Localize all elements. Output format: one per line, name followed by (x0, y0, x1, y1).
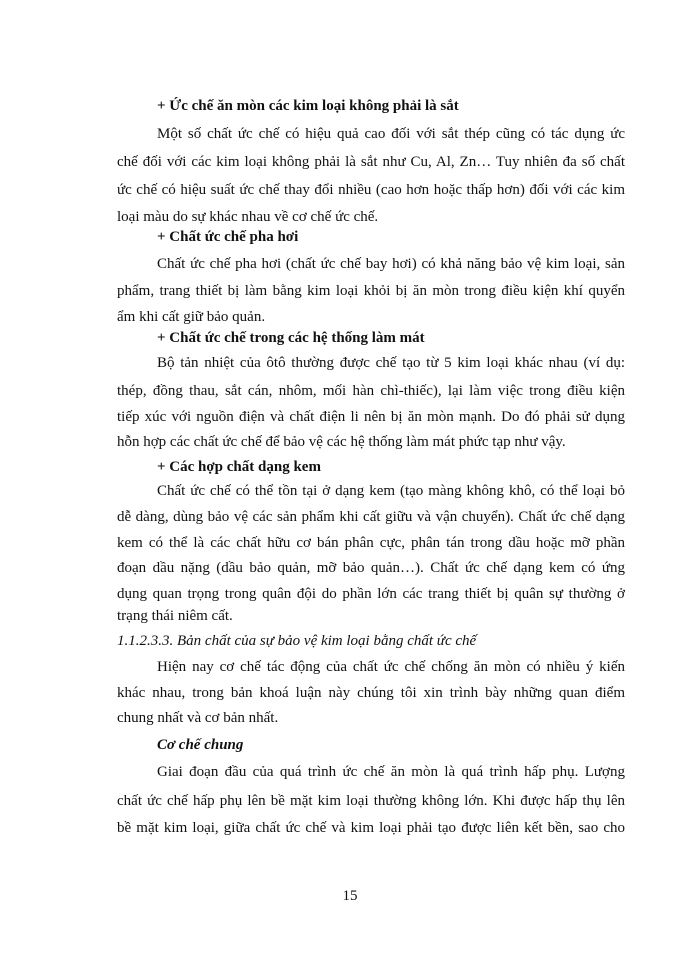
paragraph-line: dụng quan trọng trong quân đội do phần lớn các trang thiết bị quân sự thường ở (117, 586, 625, 602)
paragraph-line: ẩm khi cất giữ bảo quản. (117, 309, 266, 325)
paragraph-line: Bộ tản nhiệt của ôtô thường được chế tạo từ 5 kim loại khác nhau (ví dụ: (157, 355, 625, 371)
paragraph-line: dễ dàng, dùng bảo vệ các sản phẩm khi cất giữu và vận chuyển). Chất ức chế dạng (117, 509, 625, 525)
paragraph-line: thép, đồng thau, sắt cán, nhôm, mối hàn chì-thiếc), lại làm việc trong điều kiện (117, 383, 625, 399)
section-heading: + Chất ức chế trong các hệ thống làm mát (157, 330, 425, 346)
section-heading: + Các hợp chất dạng kem (157, 459, 321, 475)
paragraph-line: Giai đoạn đầu của quá trình ức chế ăn mòn là quá trình hấp phụ. Lượng (157, 764, 625, 780)
paragraph-line: loại màu do sự khác nhau về cơ chế ức chế. (117, 209, 379, 225)
paragraph-line: phẩm, trang thiết bị làm bằng kim loại khỏi bị ăn mòn trong điều kiện khí quyển (117, 283, 625, 299)
paragraph-line: Chất ức chế có thể tồn tại ở dạng kem (tạo màng không khô, có thể loại bỏ (157, 483, 625, 499)
paragraph-line: chất ức chế hấp phụ lên bề mặt kim loại thường không lớn. Khi được hấp thụ lên (117, 793, 625, 809)
paragraph-line: Hiện nay cơ chế tác động của chất ức chế chống ăn mòn có nhiều ý kiến (157, 659, 625, 675)
paragraph-line: Chất ức chế pha hơi (chất ức chế bay hơi) có khả năng bảo vệ kim loại, sản (157, 256, 625, 272)
paragraph-line: khác nhau, trong bản khoá luận này chúng tôi xin trình bày những quan điểm (117, 685, 625, 701)
subsection-title: 1.1.2.3.3. Bản chất của sự bảo vệ kim loại bằng chất ức chế (117, 633, 477, 649)
section-heading: + Ức chế ăn mòn các kim loại không phải là sắt (157, 98, 459, 114)
paragraph-line: kem có thể là các chất hữu cơ bán phân cực, phân tán trong dầu hoặc mỡ phần (117, 535, 625, 551)
paragraph-line: ức chế có hiệu suất ức chế thay đổi nhiều (cao hơn hoặc thấp hơn) đối với các kim (117, 182, 625, 198)
mechanism-title: Cơ chế chung (157, 737, 244, 753)
paragraph-line: chế đối với các kim loại không phải là sắt như Cu, Al, Zn… Tuy nhiên đa số chất (117, 154, 625, 170)
paragraph-line: tiếp xúc với nguồn điện và chất điện li nên bị ăn mòn mạnh. Do đó phải sử dụng (117, 409, 625, 425)
paragraph-line: trạng thái niêm cất. (117, 608, 233, 624)
paragraph-line: Một số chất ức chế có hiệu quả cao đối với sắt thép cũng có tác dụng ức (157, 126, 625, 142)
paragraph-line: hỗn hợp các chất ức chế để bảo vệ các hệ thống làm mát phức tạp như vậy. (117, 434, 566, 450)
paragraph-line: chung nhất và cơ bản nhất. (117, 710, 279, 726)
paragraph-line: bề mặt kim loại, giữa chất ức chế và kim loại phải tạo được liên kết bền, sao cho (117, 820, 625, 836)
paragraph-line: đoạn dầu nặng (dầu bảo quản, mỡ bảo quản…). Chất ức chế dạng kem có ứng (117, 560, 625, 576)
page-number: 15 (342, 888, 358, 904)
section-heading: + Chất ức chế pha hơi (157, 229, 299, 245)
